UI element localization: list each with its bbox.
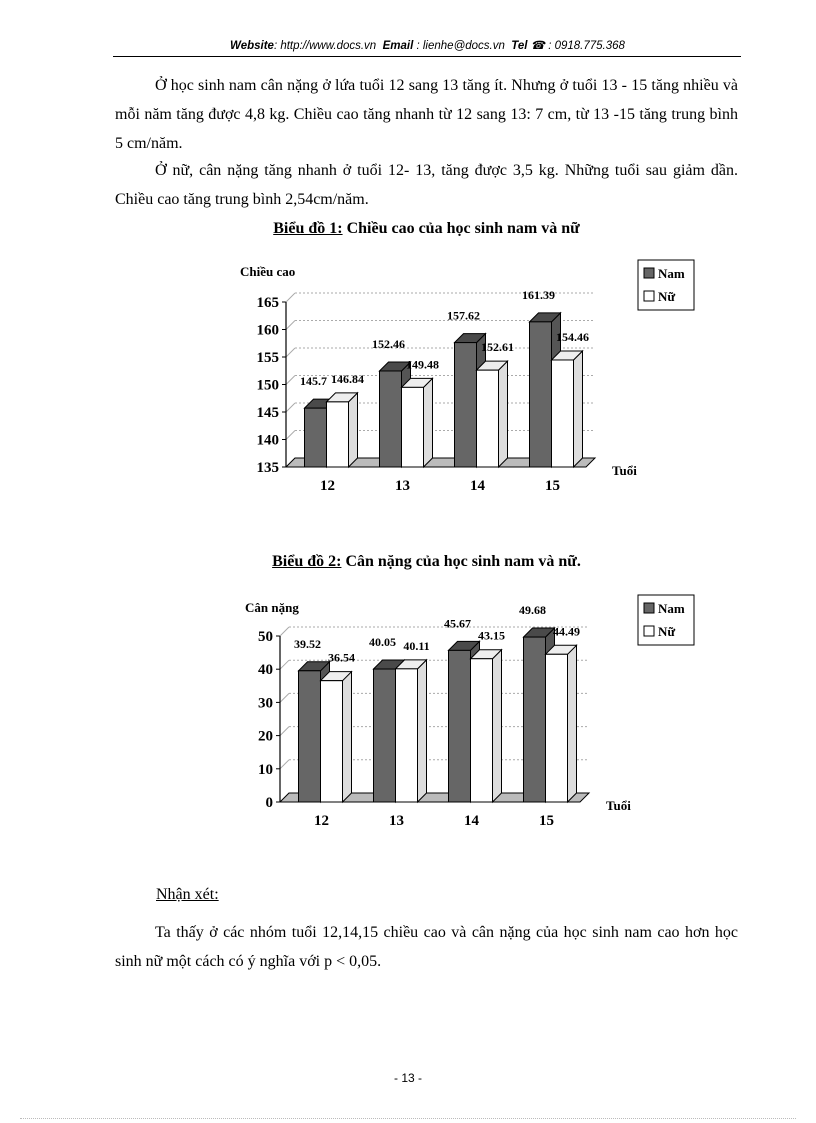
chart-1 bbox=[0, 250, 816, 500]
y-tick-depth bbox=[286, 431, 295, 440]
y-tick-label: 160 bbox=[256, 322, 279, 339]
data-label: 154.46 bbox=[556, 329, 589, 344]
email-value: : lienhe@docs.vn bbox=[416, 40, 505, 52]
legend-label-nữ: Nữ bbox=[658, 624, 676, 639]
bar-nữ bbox=[402, 387, 424, 467]
bar-nam bbox=[530, 322, 552, 467]
bar-nữ bbox=[471, 659, 493, 802]
bar-nam bbox=[380, 371, 402, 467]
x-tick-label: 12 bbox=[320, 478, 335, 494]
data-label: 157.62 bbox=[447, 308, 480, 323]
paragraph-3: Ta thấy ở các nhóm tuổi 12,14,15 chiều cao và cân nặng của học sinh nam cao hơn học sinh nữ một cách có ý nghĩa với p < 0,05. bbox=[115, 924, 738, 970]
y-tick-depth bbox=[280, 693, 289, 702]
bar-nữ bbox=[552, 360, 574, 467]
website-label: Website bbox=[230, 40, 274, 52]
y-tick-label: 135 bbox=[256, 460, 279, 476]
y-tick-depth bbox=[280, 660, 289, 669]
legend-swatch-nam bbox=[644, 603, 654, 613]
y-tick-depth bbox=[286, 293, 295, 302]
data-label: 45.67 bbox=[444, 616, 471, 631]
bar-side-nữ bbox=[343, 672, 352, 802]
y-tick-label: 0 bbox=[265, 795, 273, 811]
data-label: 161.39 bbox=[522, 287, 555, 302]
data-label: 43.15 bbox=[478, 628, 505, 643]
bar-nam bbox=[305, 408, 327, 467]
legend-label-nam: Nam bbox=[658, 266, 685, 281]
x-tick-label: 13 bbox=[389, 813, 404, 829]
website-value: : http://www.docs.vn bbox=[273, 40, 377, 52]
bar-side-nữ bbox=[424, 378, 433, 467]
chart-1-title-text: Chiều cao của học sinh nam và nữ bbox=[346, 220, 580, 237]
chart-2-title-prefix: Biểu đồ 2: bbox=[272, 553, 342, 570]
page-number: - 13 - bbox=[393, 1071, 422, 1085]
bar-side-nữ bbox=[499, 361, 508, 467]
data-label: 152.46 bbox=[372, 336, 405, 351]
y-tick-depth bbox=[280, 760, 289, 769]
chart-2-title-text: Cân nặng của học sinh nam và nữ. bbox=[345, 553, 581, 570]
data-label: 39.52 bbox=[294, 636, 321, 651]
y-tick-label: 20 bbox=[258, 728, 273, 745]
data-label: 152.61 bbox=[481, 340, 514, 355]
legend-label-nữ: Nữ bbox=[658, 289, 676, 304]
page-header bbox=[115, 38, 740, 52]
chart-2 bbox=[0, 585, 816, 835]
data-label: 49.68 bbox=[519, 603, 546, 618]
y-tick-label: 50 bbox=[258, 629, 273, 645]
bar-nữ bbox=[327, 402, 349, 467]
bar-nam bbox=[449, 650, 471, 802]
bar-nam bbox=[455, 343, 477, 467]
bar-nam bbox=[299, 671, 321, 802]
x-axis-title: Tuổi bbox=[612, 463, 637, 478]
bar-side-nữ bbox=[568, 645, 577, 802]
y-tick-label: 150 bbox=[256, 377, 279, 394]
bar-nữ bbox=[546, 654, 568, 802]
legend-swatch-nữ bbox=[644, 291, 654, 301]
footer-divider bbox=[20, 1118, 796, 1119]
x-tick-label: 15 bbox=[539, 813, 554, 829]
y-tick-label: 10 bbox=[258, 761, 273, 778]
legend-swatch-nam bbox=[644, 268, 654, 278]
paragraph-2: Ở nữ, cân nặng tăng nhanh ở tuổi 12- 13, tăng được 3,5 kg. Những tuổi sau giảm dần. Chiều cao tăng trung bình 2,54cm/năm. bbox=[115, 162, 738, 208]
header-divider bbox=[113, 56, 741, 57]
legend-swatch-nữ bbox=[644, 626, 654, 636]
bar-side-nữ bbox=[574, 351, 583, 467]
bar-nữ bbox=[477, 370, 499, 467]
data-label: 145.7 bbox=[300, 374, 327, 389]
data-label: 40.11 bbox=[403, 638, 430, 653]
x-axis-title: Tuổi bbox=[606, 798, 631, 813]
bar-nữ bbox=[321, 681, 343, 802]
data-label: 40.05 bbox=[369, 635, 396, 650]
x-tick-label: 14 bbox=[464, 813, 479, 829]
chart-1-title bbox=[115, 220, 738, 238]
x-tick-label: 14 bbox=[470, 478, 485, 494]
data-label: 146.84 bbox=[331, 371, 364, 386]
y-tick-label: 165 bbox=[256, 295, 279, 311]
bar-side-nữ bbox=[418, 660, 427, 802]
data-label: 36.54 bbox=[328, 650, 355, 665]
y-tick-label: 30 bbox=[258, 695, 273, 712]
y-tick-depth bbox=[286, 376, 295, 385]
email-label: Email bbox=[382, 40, 414, 52]
y-tick-label: 155 bbox=[256, 350, 279, 366]
data-label: 149.48 bbox=[406, 357, 439, 372]
x-tick-label: 13 bbox=[395, 478, 410, 494]
data-label: 44.49 bbox=[553, 624, 580, 639]
y-tick-depth bbox=[280, 627, 289, 636]
x-tick-label: 15 bbox=[545, 478, 560, 494]
tel-value: ☎ : 0918.775.368 bbox=[530, 40, 625, 52]
tel-label: Tel bbox=[511, 40, 528, 52]
chart-1-title-prefix: Biểu đồ 1: bbox=[273, 220, 343, 237]
bar-nam bbox=[524, 637, 546, 802]
x-tick-label: 12 bbox=[314, 813, 329, 829]
bar-side-nữ bbox=[349, 393, 358, 467]
y-tick-depth bbox=[286, 348, 295, 357]
note-title: Nhận xét: bbox=[156, 886, 219, 903]
y-tick-depth bbox=[286, 321, 295, 330]
y-tick-depth bbox=[286, 403, 295, 412]
y-tick-label: 140 bbox=[256, 432, 279, 449]
chart-2-title bbox=[115, 553, 738, 571]
bar-side-nữ bbox=[493, 650, 502, 802]
y-tick-depth bbox=[280, 727, 289, 736]
legend-label-nam: Nam bbox=[658, 601, 685, 616]
bar-nam bbox=[374, 669, 396, 802]
y-axis-title: Chiều cao bbox=[240, 264, 296, 279]
y-axis-title: Cân nặng bbox=[245, 600, 299, 615]
bar-nữ bbox=[396, 669, 418, 802]
y-tick-label: 145 bbox=[256, 405, 279, 421]
y-tick-label: 40 bbox=[258, 662, 273, 679]
paragraph-1: Ở học sinh nam cân nặng ở lứa tuổi 12 sang 13 tăng ít. Nhưng ở tuổi 13 - 15 tăng nhiều và mỗi năm tăng được 4,8 kg. Chiều cao tăng nhanh từ 12 sang 13: 7 cm, từ 13 -15 tăng trung bình 5 cm/năm. bbox=[115, 77, 738, 152]
